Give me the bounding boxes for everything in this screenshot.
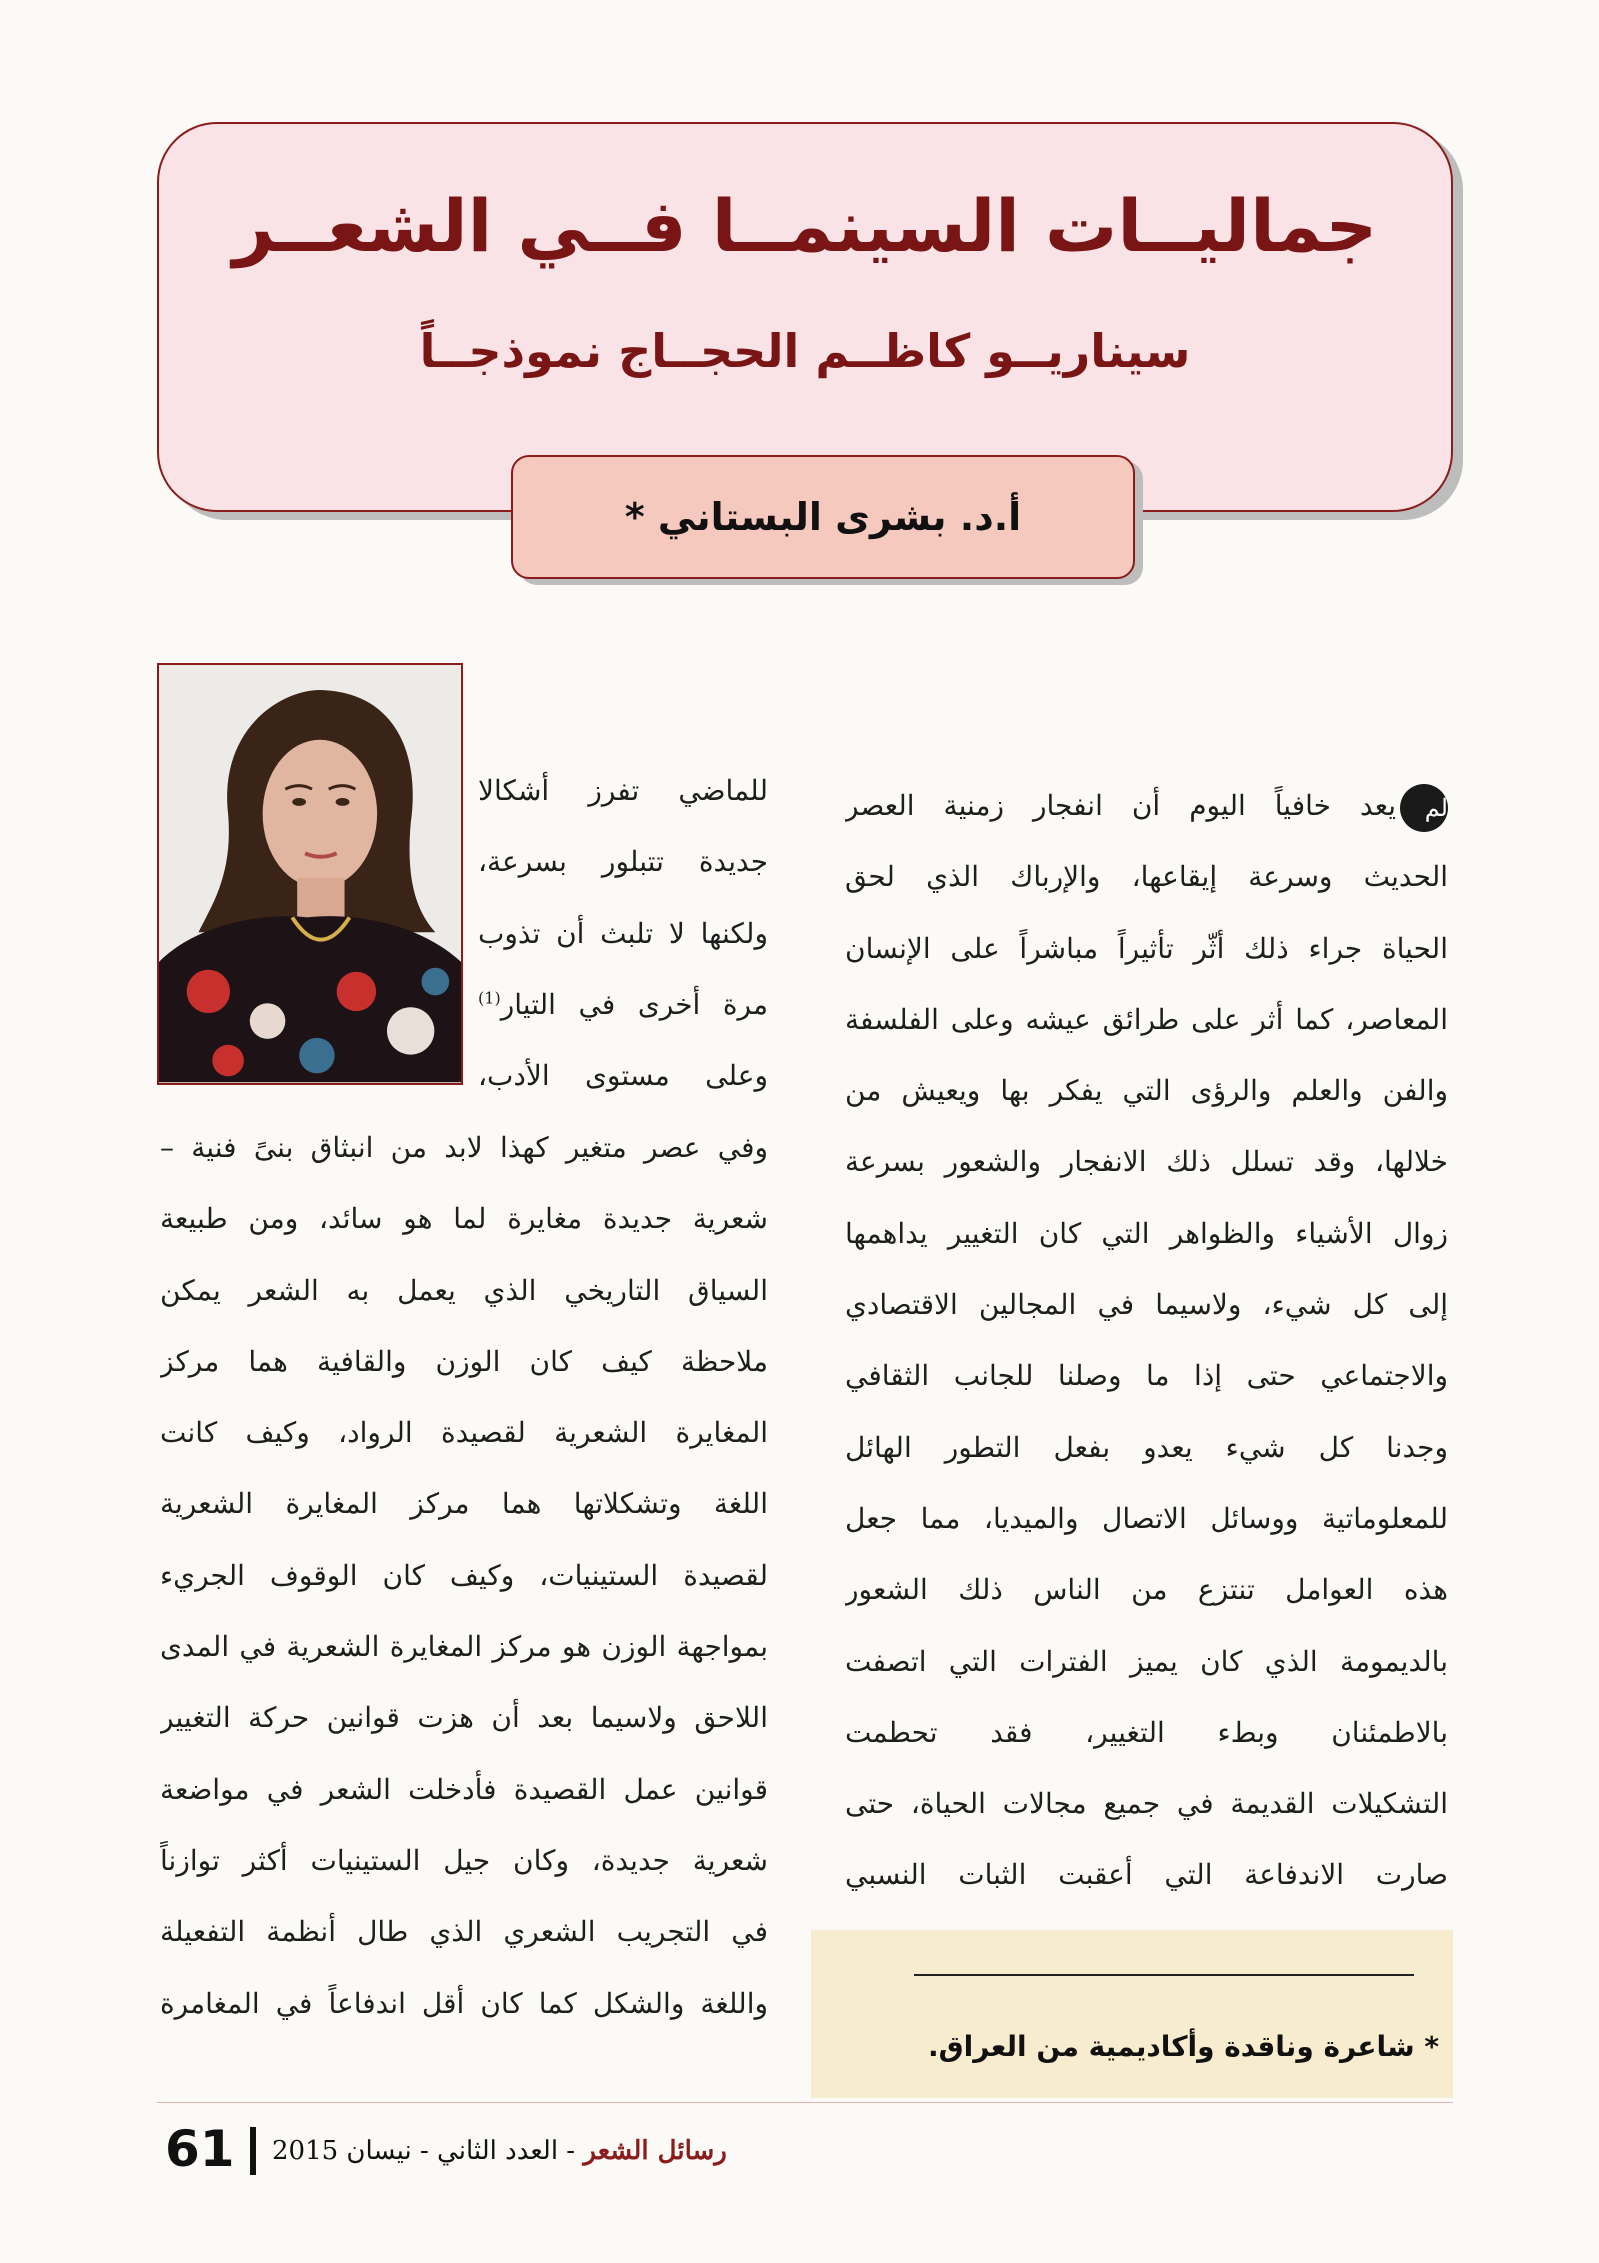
footer-divider [157,2102,1453,2103]
article-line: الحديث وسرعة إيقاعها، والإرباك الذي لحق [845,860,1448,894]
article-left-full-column [160,1112,768,2039]
article-line: والفن والعلم والرؤى التي يفكر بها ويعيش من [845,1074,1448,1108]
article-line: شعرية جديدة مغايرة لما هو سائد، ومن طبيعة [160,1202,768,1236]
article-line: الحياة جراء ذلك أثّر تأثيراً مباشراً على الإنسان [845,931,1448,965]
footer-separator [250,2127,256,2175]
article-line: بالاطمئنان وبطء التغيير، فقد تحطمت [845,1715,1448,1749]
article-line [478,969,768,1040]
article-line [845,770,1448,841]
page-number: 61 [165,2120,235,2178]
article-line: قوانين عمل القصيدة فأدخلت الشعر في مواضعة [160,1772,768,1806]
article-line: التشكيلات القديمة في جميع مجالات الحياة، حتى [845,1787,1448,1821]
article-line: وعلى مستوى الأدب، [478,1059,768,1093]
article-line: خلالها، وقد تسلل ذلك الانفجار والشعور بسرعة [845,1145,1448,1179]
article-line: زوال الأشياء والظواهر التي كان التغيير يداهمها [845,1216,1448,1250]
footer-issue-info [272,2136,727,2166]
article-line: هذه العوامل تنتزع من الناس ذلك الشعور [845,1573,1448,1607]
article-line: ملاحظة كيف كان الوزن والقافية هما مركز [160,1344,768,1378]
article-line: بالديمومة الذي كان يميز الفترات التي اتصفت [845,1644,1448,1678]
magazine-name: رسائل الشعر [583,2136,727,2166]
article-line: بمواجهة الوزن هو مركز المغايرة الشعرية في المدى [160,1630,768,1664]
article-line: في التجريب الشعري الذي طال أنظمة التفعيلة [160,1915,768,1949]
article-line: صارت الاندفاعة التي أعقبت الثبات النسبي [845,1858,1448,1892]
article-line: والاجتماعي حتى إذا ما وصلنا للجانب الثقافي [845,1359,1448,1393]
text-line: مرة أخرى في التيار [500,987,768,1021]
article-subtitle: سيناريــو كاظــم الحجــاج نموذجــاً [419,324,1191,378]
article-left-short-column [478,755,768,1111]
article-line: للماضي تفرز أشكالا [478,774,768,807]
article-line: لقصيدة الستينيات، وكيف كان الوقوف الجريء [160,1558,768,1592]
article-right-column [845,770,1448,1911]
title-box [157,122,1453,512]
footnote-text: * شاعرة وناقدة وأكاديمية من العراق. [928,2030,1439,2063]
footnote-ref: (1) [478,988,501,1008]
article-line: ولكنها لا تلبث أن تذوب [478,916,768,950]
article-line: جديدة تتبلور بسرعة، [478,845,768,879]
article-line: السياق التاريخي الذي يعمل به الشعر يمكن [160,1273,768,1307]
article-line: اللغة وتشكلاتها هما مركز المغايرة الشعرية [160,1487,768,1521]
author-name: أ.د. بشرى البستاني * [624,495,1022,539]
footnote-divider [914,1974,1414,1976]
text-line: يعد خافياً اليوم أن انفجار زمنية العصر [845,789,1396,822]
article-line: واللغة والشكل كما كان أقل اندفاعاً في المغامرة [160,1986,768,2020]
article-title: جماليــات السينمــا فــي الشعــر [232,184,1378,268]
footnote-box [811,1930,1453,2098]
article-line: للمعلوماتية ووسائل الاتصال والميديا، مما جعل [845,1501,1448,1535]
author-box [511,455,1135,579]
issue-info: - العدد الثاني - نيسان 2015 [272,2136,584,2166]
drop-cap: لم [1400,784,1448,832]
article-line: المغايرة الشعرية لقصيدة الرواد، وكيف كانت [160,1416,768,1450]
article-line: إلى كل شيء، ولاسيما في المجالين الاقتصادي [845,1288,1448,1322]
article-line: اللاحق ولاسيما بعد أن هزت قوانين حركة التغيير [160,1701,768,1735]
article-line: وجدنا كل شيء يعدو بفعل التطور الهائل [845,1430,1448,1464]
author-photo [157,663,463,1085]
article-line: وفي عصر متغير كهذا لابد من انبثاق بنىً فنية – [160,1131,768,1164]
author-portrait-image [159,665,461,1083]
article-line: المعاصر، كما أثر على طرائق عيشه وعلى الفلسفة [845,1002,1448,1036]
article-line: شعرية جديدة، وكان جيل الستينيات أكثر توازناً [160,1843,768,1877]
